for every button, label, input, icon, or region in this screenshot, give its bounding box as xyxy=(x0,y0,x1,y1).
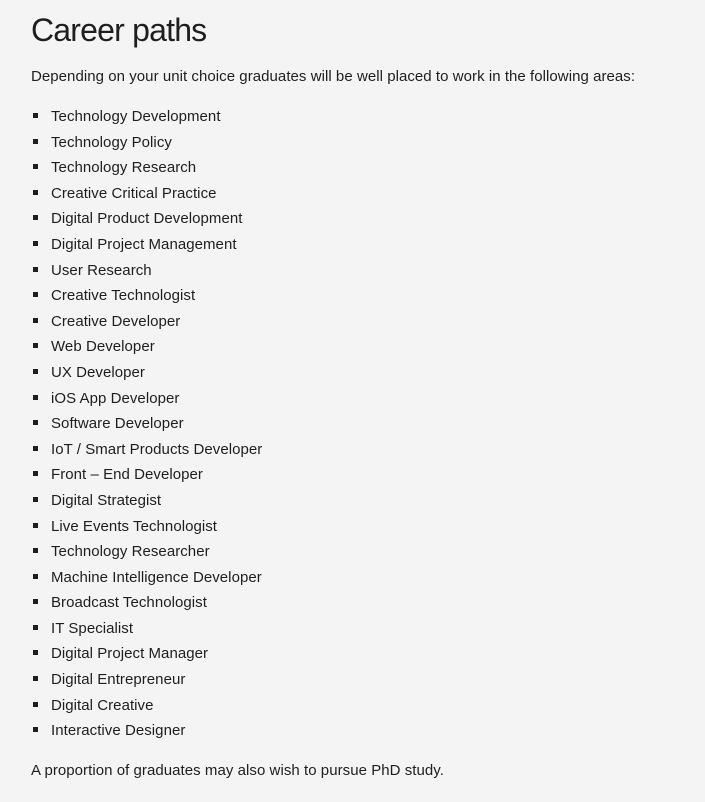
list-item xyxy=(31,541,262,567)
list-item xyxy=(31,183,262,209)
list-item xyxy=(31,285,262,311)
career-label: Technology Researcher xyxy=(51,543,210,561)
square-bullet-icon xyxy=(33,676,38,681)
intro-text: Depending on your unit choice graduates will be well placed to work in the following areas: xyxy=(31,68,636,85)
career-label: Live Events Technologist xyxy=(51,517,218,535)
list-item xyxy=(31,618,262,644)
career-label: Software Developer xyxy=(51,415,184,433)
square-bullet-icon xyxy=(33,164,38,169)
square-bullet-icon xyxy=(33,625,38,630)
section-title: Career paths xyxy=(31,12,207,48)
list-item xyxy=(31,720,262,746)
career-list xyxy=(31,106,262,746)
career-label: Interactive Designer xyxy=(51,722,186,740)
career-label: Creative Critical Practice xyxy=(51,184,217,202)
square-bullet-icon xyxy=(33,420,38,425)
list-item xyxy=(31,490,262,516)
square-bullet-icon xyxy=(33,113,38,118)
square-bullet-icon xyxy=(33,650,38,655)
square-bullet-icon xyxy=(33,548,38,553)
list-item xyxy=(31,464,262,490)
list-item xyxy=(31,439,262,465)
square-bullet-icon xyxy=(33,369,38,374)
list-item xyxy=(31,311,262,337)
list-item xyxy=(31,260,262,286)
square-bullet-icon xyxy=(33,318,38,323)
square-bullet-icon xyxy=(33,395,38,400)
square-bullet-icon xyxy=(33,241,38,246)
career-label: Technology Policy xyxy=(51,133,172,151)
career-label: Broadcast Technologist xyxy=(51,594,207,612)
list-item xyxy=(31,695,262,721)
career-label: Digital Project Management xyxy=(51,235,237,253)
list-item xyxy=(31,336,262,362)
square-bullet-icon xyxy=(33,727,38,732)
square-bullet-icon xyxy=(33,702,38,707)
career-label: Technology Development xyxy=(51,108,221,125)
career-label: Machine Intelligence Developer xyxy=(51,568,262,586)
career-label: IoT / Smart Products Developer xyxy=(51,440,263,458)
square-bullet-icon xyxy=(33,471,38,476)
career-label: User Research xyxy=(51,261,152,279)
square-bullet-icon xyxy=(33,446,38,451)
square-bullet-icon xyxy=(33,343,38,348)
square-bullet-icon xyxy=(33,190,38,195)
square-bullet-icon xyxy=(33,292,38,297)
list-item xyxy=(31,208,262,234)
list-item xyxy=(31,362,262,388)
career-label: Technology Research xyxy=(51,159,197,177)
career-label: Web Developer xyxy=(51,338,155,356)
list-item xyxy=(31,669,262,695)
square-bullet-icon xyxy=(33,523,38,528)
outro-text: A proportion of graduates may also wish to pursue PhD study. xyxy=(31,762,444,779)
career-label: Digital Creative xyxy=(51,696,154,714)
square-bullet-icon xyxy=(33,497,38,502)
career-label: Creative Technologist xyxy=(51,287,196,305)
list-item xyxy=(31,643,262,669)
list-item xyxy=(31,567,262,593)
career-label: Front – End Developer xyxy=(51,466,203,484)
square-bullet-icon xyxy=(33,574,38,579)
list-item xyxy=(31,516,262,542)
square-bullet-icon xyxy=(33,215,38,220)
career-label: Creative Developer xyxy=(51,312,181,330)
career-label: Digital Entrepreneur xyxy=(51,671,186,689)
career-label: Digital Strategist xyxy=(51,491,162,509)
list-item xyxy=(31,592,262,618)
list-item xyxy=(31,388,262,414)
list-item xyxy=(31,157,262,183)
square-bullet-icon xyxy=(33,139,38,144)
list-item xyxy=(31,106,262,132)
career-label: Digital Project Manager xyxy=(51,645,209,663)
career-label: Digital Product Development xyxy=(51,210,243,228)
list-item xyxy=(31,234,262,260)
square-bullet-icon xyxy=(33,267,38,272)
square-bullet-icon xyxy=(33,599,38,604)
career-label: UX Developer xyxy=(51,363,145,381)
list-item xyxy=(31,132,262,158)
career-label: IT Specialist xyxy=(51,619,134,637)
list-item xyxy=(31,413,262,439)
career-label: iOS App Developer xyxy=(51,389,180,407)
